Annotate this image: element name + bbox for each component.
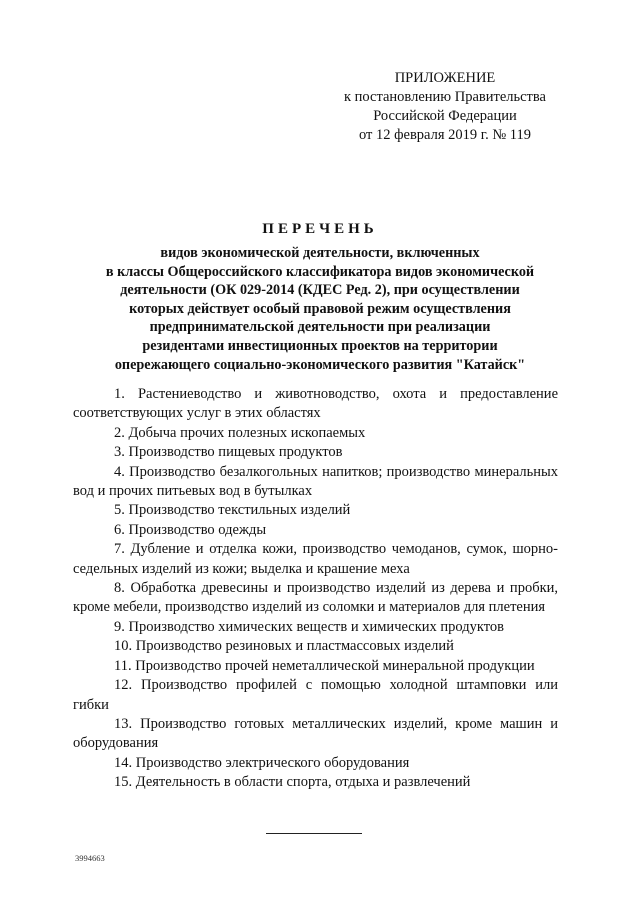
item-number: 9. — [114, 618, 125, 635]
item-text: Производство готовых металлических изделий, кроме машин и оборудования — [73, 715, 559, 752]
subtitle-line: резидентами инвестиционных проектов на территории — [142, 337, 498, 354]
item-number: 13. — [114, 715, 133, 732]
item-text: Производство одежды — [128, 521, 267, 538]
list-item — [73, 424, 558, 443]
item-number: 6. — [114, 521, 125, 538]
item-text: Деятельность в области спорта, отдыха и развлечений — [135, 774, 471, 791]
item-text: Производство профилей с помощью холодной штамповки или гибки — [73, 677, 559, 713]
list-item — [73, 676, 558, 715]
list-item — [73, 657, 558, 676]
subtitle-line: видов экономической деятельности, включенных — [160, 245, 480, 261]
item-text: Дубление и отделка кожи, производство чемоданов, сумок, шорно-седельных изделий из кожи; выделка и крашение меха — [73, 541, 558, 577]
list-item — [73, 579, 558, 618]
item-number: 15. — [114, 774, 133, 791]
list-item — [73, 715, 558, 754]
list-item — [73, 501, 558, 520]
appendix-header — [330, 69, 560, 145]
list-item — [73, 637, 558, 656]
item-text: Производство безалкогольных напитков; производство минеральных вод и прочих питьевых вод в бутылках — [73, 463, 558, 500]
item-number: 1. — [114, 386, 125, 402]
item-text: Производство электрического оборудования — [135, 754, 410, 771]
subtitle-line: предпринимательской деятельности при реализации — [149, 319, 491, 336]
list-item — [73, 385, 558, 424]
list-item — [73, 618, 558, 637]
item-text: Растениеводство и животноводство, охота и предоставление соответствующих услуг в этих областях — [73, 386, 559, 422]
list-item — [73, 754, 558, 773]
appendix-line-2: Российской Федерации — [373, 108, 517, 124]
appendix-title: ПРИЛОЖЕНИЕ — [394, 70, 496, 86]
list-item — [73, 540, 558, 579]
item-text: Производство текстильных изделий — [128, 502, 351, 519]
item-text: Обработка древесины и производство изделий из дерева и пробки, кроме мебели, производство изделий из соломки и материалов для плетения — [73, 580, 558, 616]
item-text: Производство резиновых и пластмассовых изделий — [135, 638, 454, 655]
document-title: ПЕРЕЧЕНЬ — [262, 221, 378, 237]
appendix-line-3: от 12 февраля 2019 г. № 119 — [358, 127, 532, 143]
item-text: Производство химических веществ и химических продуктов — [128, 618, 504, 635]
item-number: 7. — [114, 541, 125, 558]
item-number: 2. — [114, 424, 125, 441]
item-number: 4. — [114, 463, 125, 480]
end-separator-line — [266, 833, 362, 834]
subtitle-line: в классы Общероссийского классификатора видов экономической — [105, 263, 535, 280]
item-number: 14. — [114, 754, 133, 771]
list-item — [73, 773, 558, 792]
item-number: 5. — [114, 502, 125, 519]
subtitle-line: которых действует особый правовой режим осуществления — [129, 300, 511, 317]
item-text: Производство прочей неметаллической минеральной продукции — [135, 657, 535, 674]
activity-list — [73, 385, 558, 793]
item-number: 12. — [114, 677, 133, 694]
list-item — [73, 463, 558, 502]
item-number: 11. — [114, 657, 132, 674]
item-number: 10. — [114, 638, 133, 655]
item-number: 3. — [114, 444, 125, 461]
item-text: Производство пищевых продуктов — [128, 444, 343, 461]
list-item — [73, 521, 558, 540]
subtitle-line: опережающего социально-экономического развития "Катайск" — [114, 356, 526, 373]
appendix-line-1: к постановлению Правительства — [344, 89, 546, 105]
list-item — [73, 443, 558, 462]
subtitle-line: деятельности (ОК 029-2014 (КДЕС Ред. 2), при осуществлении — [120, 282, 520, 299]
document-id: 3994663 — [75, 853, 105, 863]
item-text: Добыча прочих полезных ископаемых — [128, 424, 366, 441]
document-subtitle — [60, 244, 580, 374]
item-number: 8. — [114, 580, 125, 597]
